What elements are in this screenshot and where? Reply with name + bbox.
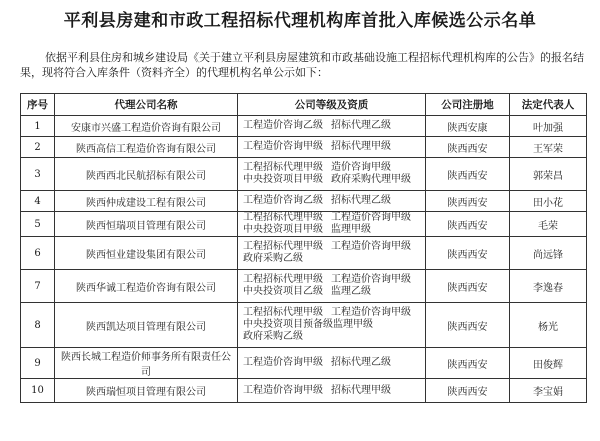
qualifications <box>238 137 426 158</box>
candidate-table <box>20 93 587 403</box>
company-name: 陕西凯达项目管理有限公司 <box>55 303 238 348</box>
company-name: 陕西高信工程造价咨询有限公司 <box>55 137 238 158</box>
qualifications <box>238 379 426 403</box>
registered-location: 陕西西安 <box>426 191 510 212</box>
qualification-item: 工程造价咨询乙级 <box>243 195 323 206</box>
table-body <box>21 116 587 403</box>
legal-representative: 李逸春 <box>510 270 587 303</box>
legal-representative: 田俊辉 <box>510 348 587 379</box>
qualification-item: 工程造价咨询甲级 <box>331 274 411 285</box>
qualification-item: 中央投资项目甲级 <box>243 224 323 235</box>
legal-representative: 李宝娟 <box>510 379 587 403</box>
qualification-item: 监理甲级 <box>333 319 373 330</box>
company-name: 安康市兴盛工程造价咨询有限公司 <box>55 116 238 137</box>
qualification-line <box>243 241 422 253</box>
qualification-line <box>243 141 422 153</box>
header-no: 序号 <box>21 94 55 116</box>
qualification-item: 监理甲级 <box>331 224 371 235</box>
row-number: 3 <box>21 158 55 191</box>
qualification-item: 工程造价咨询乙级 <box>243 120 323 131</box>
table-row <box>21 379 587 403</box>
table-row <box>21 212 587 237</box>
qualification-item: 中央投资项目乙级 <box>243 286 323 297</box>
qualification-item: 工程招标代理甲级 <box>243 274 323 285</box>
qualifications <box>238 303 426 348</box>
row-number: 9 <box>21 348 55 379</box>
row-number: 1 <box>21 116 55 137</box>
registered-location: 陕西西安 <box>426 237 510 270</box>
qualifications <box>238 116 426 137</box>
qualification-line <box>243 274 422 286</box>
qualification-item: 工程招标代理甲级 <box>243 307 323 318</box>
row-number: 4 <box>21 191 55 212</box>
qualification-item: 招标代理甲级 <box>331 141 391 152</box>
qualification-item: 招标代理乙级 <box>331 195 391 206</box>
qualification-line <box>243 307 422 319</box>
row-number: 2 <box>21 137 55 158</box>
qualification-item: 工程招标代理甲级 <box>243 241 323 252</box>
qualification-line <box>243 212 422 224</box>
registered-location: 陕西西安 <box>426 212 510 237</box>
qualification-item: 工程招标代理甲级 <box>243 162 323 173</box>
qualification-line <box>243 385 422 397</box>
qualifications <box>238 191 426 212</box>
table-row <box>21 137 587 158</box>
qualification-item: 工程造价咨询甲级 <box>331 241 411 252</box>
legal-representative: 田小花 <box>510 191 587 212</box>
qualification-item: 政府采购乙级 <box>243 253 303 264</box>
qualification-line <box>243 319 422 331</box>
qualifications <box>238 237 426 270</box>
qualification-item: 造价咨询甲级 <box>331 162 391 173</box>
registered-location: 陕西西安 <box>426 270 510 303</box>
qualification-item: 政府采购代理甲级 <box>331 174 411 185</box>
row-number: 6 <box>21 237 55 270</box>
qualification-item: 招标代理甲级 <box>331 384 391 396</box>
qualifications <box>238 270 426 303</box>
qualification-item: 招标代理乙级 <box>331 120 391 131</box>
qualification-line <box>243 120 422 132</box>
table-row <box>21 116 587 137</box>
company-name: 陕西西北民航招标有限公司 <box>55 158 238 191</box>
registered-location: 陕西西安 <box>426 379 510 403</box>
table-row <box>21 237 587 270</box>
qualification-item: 工程造价咨询甲级 <box>243 357 323 368</box>
qualification-item: 工程招标代理甲级 <box>243 212 323 223</box>
registered-location: 陕西安康 <box>426 116 510 137</box>
qualifications <box>238 158 426 191</box>
registered-location: 陕西西安 <box>426 137 510 158</box>
row-number: 10 <box>21 379 55 403</box>
qualification-line <box>243 253 422 265</box>
row-number: 7 <box>21 270 55 303</box>
header-location: 公司注册地 <box>426 94 510 116</box>
qualification-item: 政府采购乙级 <box>243 331 303 342</box>
table-row <box>21 303 587 348</box>
qualification-line <box>243 331 422 343</box>
qualification-item: 工程造价咨询甲级 <box>331 212 411 223</box>
legal-representative: 王军荣 <box>510 137 587 158</box>
qualification-item: 中央投资项目预备级 <box>243 319 333 330</box>
company-name: 陕西长城工程造价师事务所有限责任公司 <box>55 348 238 379</box>
legal-representative: 杨光 <box>510 303 587 348</box>
qualification-line <box>243 224 422 236</box>
qualification-line <box>243 195 422 207</box>
company-name: 陕西瑞恒项目管理有限公司 <box>55 379 238 403</box>
registered-location: 陕西西安 <box>426 158 510 191</box>
legal-representative: 毛荣 <box>510 212 587 237</box>
header-representative: 法定代表人 <box>510 94 587 116</box>
row-number: 8 <box>21 303 55 348</box>
company-name: 陕西恒瑞项目管理有限公司 <box>55 212 238 237</box>
table-row <box>21 191 587 212</box>
document-title: 平利县房建和市政工程招标代理机构库首批入库候选公示名单 <box>63 11 537 31</box>
row-number: 5 <box>21 212 55 237</box>
qualification-item: 招标代理乙级 <box>331 357 391 368</box>
qualifications <box>238 212 426 237</box>
table-header-row <box>21 94 587 116</box>
qualification-item: 工程造价咨询甲级 <box>243 384 323 396</box>
qualification-item: 监理乙级 <box>331 286 371 297</box>
company-name: 陕西仲成建设工程有限公司 <box>55 191 238 212</box>
qualification-line <box>243 162 422 174</box>
intro-paragraph: 依据平利县住房和城乡建设局《关于建立平利县房屋建筑和市政基础设施工程招标代理机构库的公告》的报名结果，现将符合入库条件（资料齐全）的代理机构名单公示如下： <box>20 51 584 79</box>
legal-representative: 郭荣昌 <box>510 158 587 191</box>
qualification-item: 中央投资项目甲级 <box>243 174 323 185</box>
qualification-line <box>243 357 422 369</box>
qualification-item: 工程造价咨询甲级 <box>243 141 323 152</box>
registered-location: 陕西西安 <box>426 348 510 379</box>
company-name: 陕西恒业建设集团有限公司 <box>55 237 238 270</box>
legal-representative: 叶加强 <box>510 116 587 137</box>
qualification-item: 工程造价咨询甲级 <box>331 307 411 318</box>
registered-location: 陕西西安 <box>426 303 510 348</box>
company-name: 陕西华诚工程造价咨询有限公司 <box>55 270 238 303</box>
table-row <box>21 348 587 379</box>
table-row <box>21 158 587 191</box>
legal-representative: 尚远锋 <box>510 237 587 270</box>
qualification-line <box>243 286 422 298</box>
qualification-line <box>243 174 422 186</box>
header-company: 代理公司名称 <box>55 94 238 116</box>
table-row <box>21 270 587 303</box>
header-qualifications: 公司等级及资质 <box>238 94 426 116</box>
qualifications <box>238 348 426 379</box>
